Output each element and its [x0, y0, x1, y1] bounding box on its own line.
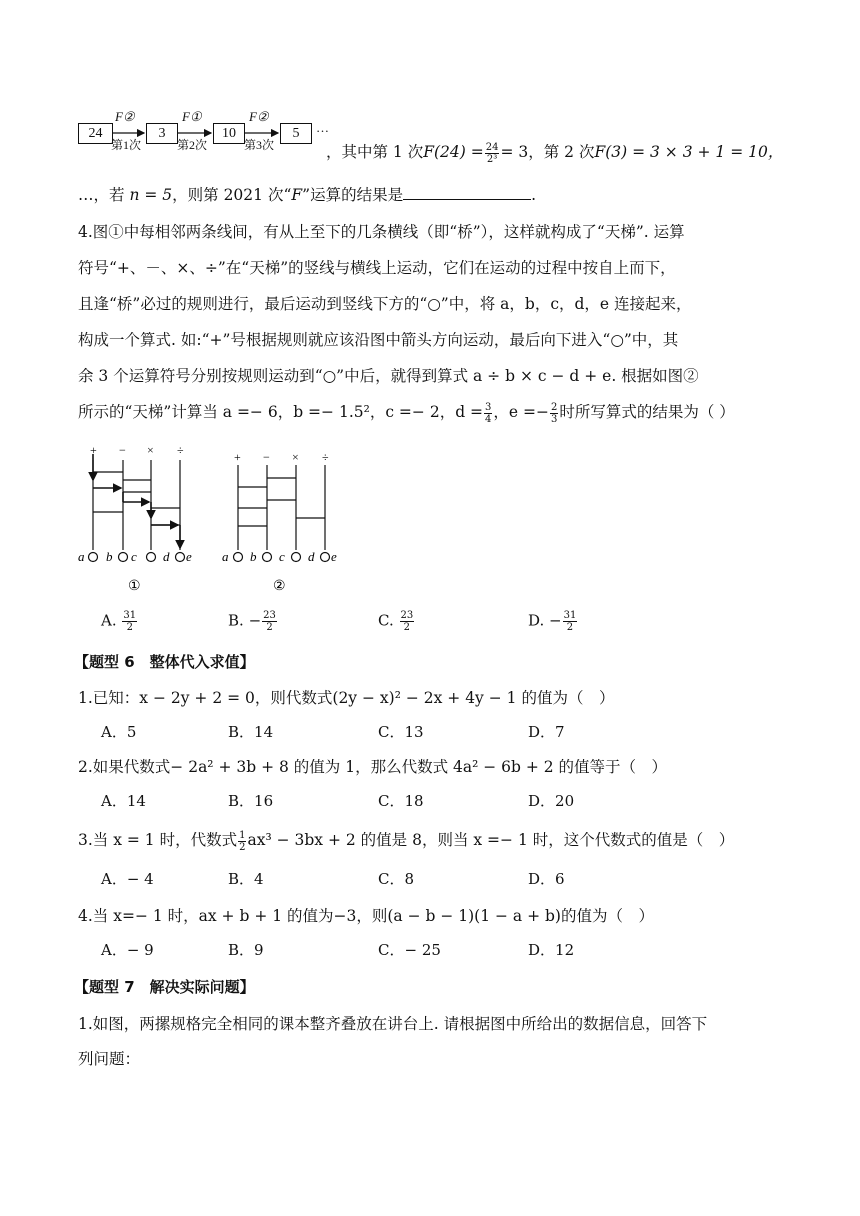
flow-count-label: 第3次 [244, 138, 275, 152]
option-b[interactable]: B．16 [228, 792, 274, 810]
ladder-op: + [234, 450, 241, 464]
option-d[interactable]: D. − $\frac{31}{2}$ [528, 610, 577, 633]
option-d[interactable]: D．6 [528, 870, 565, 888]
option-d[interactable]: D．20 [528, 792, 575, 810]
flow-ellipsis: … [316, 120, 329, 135]
option-c[interactable]: C. $\frac{23}{2}$ [378, 610, 414, 633]
q4-line: 符号“+、－、×、÷”在“天梯”的竖线与横线上运动，它们在运动的过程中按自上而下， [78, 259, 676, 277]
ladder-letter: b [250, 549, 257, 564]
answer-blank [403, 185, 531, 200]
question-text: 3.当 x = 1 时，代数式 $\frac{1}{2}$ ax³ − 3bx + 2 的值是 8，则当 x =− 1 时，这个代数式的值是（ ） [78, 829, 735, 853]
fraction: $\frac{2}{3}$ [550, 401, 558, 425]
flow-box: 24 [78, 123, 113, 144]
ladder-op: × [147, 443, 154, 457]
ladder-letter: d [308, 549, 315, 564]
option-d[interactable]: D．7 [528, 723, 565, 741]
option-c[interactable]: C．8 [378, 870, 415, 888]
flow-count-label: 第2次 [177, 138, 208, 152]
question-text: 4.当 x=− 1 时，ax + b + 1 的值为−3，则(a − b − 1)(1 − a + b)的值为（ ） [78, 907, 654, 925]
ladder-letter: e [186, 549, 192, 564]
q4-line: 构成一个算式. 如:“+”号根据规则就应该沿图中箭头方向运动，最后向下进入“○”中，其 [78, 331, 679, 349]
option-a[interactable]: A．− 9 [101, 941, 154, 959]
ladder-op: + [90, 443, 97, 457]
flow-box: 10 [213, 123, 245, 144]
option-b[interactable]: B．4 [228, 870, 264, 888]
section-heading: 【题型 7 解决实际问题】 [74, 978, 255, 996]
question-text: 列问题： [78, 1050, 141, 1068]
ladder-letter: e [331, 549, 337, 564]
option-c[interactable]: C．18 [378, 792, 424, 810]
ladder-letter: b [106, 549, 113, 564]
ladder-letter: a [78, 549, 85, 564]
ladder-letter: c [279, 549, 285, 564]
option-a[interactable]: A. $\frac{31}{2}$ [101, 610, 137, 633]
option-a[interactable]: A．− 4 [101, 870, 154, 888]
option-b[interactable]: B. − $\frac{23}{2}$ [228, 610, 276, 633]
fraction: $\frac{24}{\text{2³}}$ [485, 141, 499, 165]
q4-line: 且逢“桥”必过的规则进行，最后运动到竖线下方的“○”中，将 a，b，c，d，e 连接起来， [78, 295, 692, 313]
ladder-op: × [292, 450, 299, 464]
flow-op-label: F② [115, 109, 135, 124]
option-d[interactable]: D．12 [528, 941, 575, 959]
fraction: $\frac{3}{4}$ [485, 401, 492, 425]
ladder-letter: d [163, 549, 170, 564]
ladder-letter: a [222, 549, 229, 564]
figure-label: ① [128, 579, 141, 594]
question-text: 2.如果代数式− 2a² + 3b + 8 的值为 1，那么代数式 4a² − 6b + 2 的值等于（ ） [78, 758, 668, 776]
option-c[interactable]: C．− 25 [378, 941, 441, 959]
section-heading: 【题型 6 整体代入求值】 [74, 653, 255, 671]
option-a[interactable]: A．14 [101, 792, 146, 810]
ladder-figure-2 [234, 465, 330, 562]
option-c[interactable]: C．13 [378, 723, 424, 741]
question-text: 1.已知：x − 2y + 2 = 0，则代数式(2y − x)² − 2x + 4y − 1 的值为（ ） [78, 689, 615, 707]
flow-op-label: F① [182, 109, 202, 124]
option-b[interactable]: B．9 [228, 941, 264, 959]
ladder-letter: c [131, 549, 137, 564]
figure-label: ② [273, 579, 286, 594]
flow-box: 3 [146, 123, 178, 144]
flow-arrows [0, 0, 330, 160]
flow-count-label: 第1次 [111, 138, 142, 152]
q4-line: 所示的“天梯”计算当 a =− 6，b =− 1.5²，c =− 2，d = $\frac{3}{4}$ ，e =− $\frac{2}{3}$ 时所写算式的结果为（ ） [78, 401, 735, 425]
fraction: $\frac{1}{2}$ [239, 829, 246, 853]
ladder-op: − [119, 443, 126, 457]
ladder-figure-1 [89, 454, 185, 562]
flow-box: 5 [280, 123, 312, 144]
q3-line1: ，其中第 1 次F(24) = $\frac{24}{\text{2³}}$ = 3，第 2 次F(3) = 3 × 3 + 1 = 10， [326, 141, 784, 165]
q4-line: 余 3 个运算符号分别按规则运动到“○”中后，就得到算式 a ÷ b × c − d + e. 根据如图② [78, 367, 699, 385]
question-text: 1.如图，两摞规格完全相同的课本整齐叠放在讲台上. 请根据图中所给出的数据信息，回答下 [78, 1015, 708, 1033]
ladder-op: − [263, 450, 270, 464]
ladder-figures [70, 440, 370, 600]
ladder-op: ÷ [177, 443, 184, 457]
flow-op-label: F② [249, 109, 269, 124]
q4-line: 4.图①中每相邻两条线间，有从上至下的几条横线（即“桥”），这样就构成了“天梯”. 运算 [78, 223, 685, 241]
option-a[interactable]: A．5 [101, 723, 137, 741]
option-b[interactable]: B．14 [228, 723, 274, 741]
ladder-op: ÷ [322, 450, 329, 464]
q3-line2: …，若 n = 5，则第 2021 次“F”运算的结果是 . [78, 186, 537, 204]
